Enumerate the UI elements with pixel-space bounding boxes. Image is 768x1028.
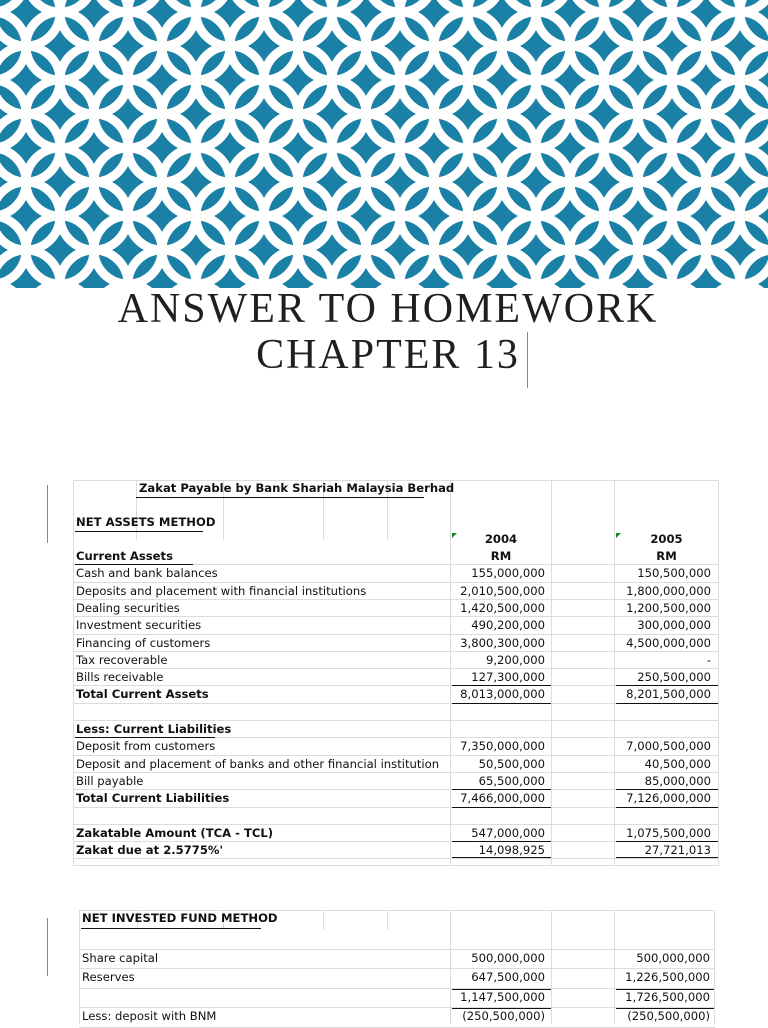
value-2005 (581, 721, 711, 738)
row-label: Reserves (82, 970, 135, 984)
net-assets-method-label: NET ASSETS METHOD (76, 515, 216, 529)
value-2005: 4,500,000,000 (626, 635, 711, 650)
title-line-2: CHAPTER 13 (256, 332, 520, 378)
value-2005 (581, 808, 711, 825)
value-2004: 1,147,500,000 (460, 989, 545, 1004)
text-cursor (527, 332, 528, 388)
value-2005: 40,500,000 (644, 756, 711, 771)
value-2005: (250,500,000) (627, 1009, 710, 1023)
value-2004 (415, 548, 545, 565)
value-2005: 1,726,500,000 (625, 989, 710, 1004)
row-label: Zakat due at 2.5775%' (76, 843, 224, 858)
side-accent-line-1 (47, 485, 48, 543)
value-2005: 1,226,500,000 (625, 970, 710, 984)
row-label: Total Current Assets (76, 687, 209, 702)
title-line-1: ANSWER TO HOMEWORK (117, 286, 659, 332)
value-2004 (415, 704, 545, 721)
row-label: Bill payable (76, 773, 144, 788)
value-2004 (415, 808, 545, 825)
unit-2005: RM (656, 549, 677, 563)
value-2004: 647,500,000 (471, 970, 545, 984)
row-label: Less: deposit with BNM (82, 1009, 217, 1023)
value-2004: 1,420,500,000 (460, 600, 545, 615)
value-2005: 85,000,000 (644, 773, 711, 788)
value-2005 (580, 930, 710, 947)
value-2005: 8,201,500,000 (626, 687, 711, 702)
value-2005: 1,800,000,000 (626, 583, 711, 598)
value-2004: 14,098,925 (478, 843, 545, 858)
value-2005: 150,500,000 (637, 566, 711, 581)
value-2004: 155,000,000 (471, 566, 545, 581)
value-2005: - (706, 652, 711, 667)
value-2004: 7,466,000,000 (460, 791, 545, 806)
header-pattern-banner (0, 0, 768, 288)
row-label: Deposit from customers (76, 739, 216, 754)
row-label: Tax recoverable (76, 652, 168, 667)
value-2004: 547,000,000 (471, 825, 545, 840)
value-2004 (415, 721, 545, 738)
value-2005 (581, 704, 711, 721)
row-label: Zakatable Amount (TCA - TCL) (76, 825, 274, 840)
value-2005: 1,200,500,000 (626, 600, 711, 615)
value-2004: 9,200,000 (485, 652, 545, 667)
value-2004: 500,000,000 (471, 950, 545, 965)
slide-title (0, 286, 768, 378)
value-2005: 500,000,000 (636, 950, 710, 965)
value-2004: 127,300,000 (471, 670, 545, 685)
value-2004: 2,010,500,000 (460, 583, 545, 598)
value-2005: 1,075,500,000 (626, 825, 711, 840)
value-2004: 490,200,000 (471, 618, 545, 633)
value-2004: 8,013,000,000 (460, 687, 545, 702)
row-label: Deposits and placement with financial institutions (76, 583, 367, 598)
interlocking-circles-pattern (0, 0, 768, 288)
row-label: Less: Current Liabilities (76, 722, 232, 736)
row-label: Total Current Liabilities (76, 791, 230, 806)
row-label: Bills receivable (76, 670, 164, 685)
value-2004 (415, 930, 545, 947)
row-label: Share capital (82, 950, 159, 965)
value-2005 (581, 548, 711, 565)
value-2005: 7,126,000,000 (626, 791, 711, 806)
row-label: Investment securities (76, 618, 202, 633)
net-assets-spreadsheet (73, 480, 719, 866)
row-label: Cash and bank balances (76, 566, 218, 581)
net-invested-fund-spreadsheet (79, 910, 715, 1024)
value-2004: 65,500,000 (478, 773, 545, 788)
table-heading: Zakat Payable by Bank Shariah Malaysia Berhad (139, 481, 455, 495)
unit-2004: RM (490, 549, 512, 563)
row-label: Current Assets (76, 549, 173, 563)
year-2004-header: 2004 (484, 532, 518, 546)
value-2005: 27,721,013 (644, 843, 711, 858)
row-label: Deposit and placement of banks and other financial institution (76, 756, 440, 771)
value-2005: 300,000,000 (637, 618, 711, 633)
value-2004: 7,350,000,000 (460, 739, 545, 754)
side-accent-line-2 (47, 918, 48, 976)
value-2004: 50,500,000 (478, 756, 545, 771)
row-label: Dealing securities (76, 600, 180, 615)
row-label: Financing of customers (76, 635, 211, 650)
value-2004: (250,500,000) (462, 1009, 545, 1023)
value-2004: 3,800,300,000 (460, 635, 545, 650)
value-2005: 250,500,000 (637, 670, 711, 685)
value-2005: 7,000,500,000 (626, 739, 711, 754)
year-2005-header: 2005 (650, 532, 683, 546)
net-invested-fund-method-label: NET INVESTED FUND METHOD (82, 911, 278, 925)
